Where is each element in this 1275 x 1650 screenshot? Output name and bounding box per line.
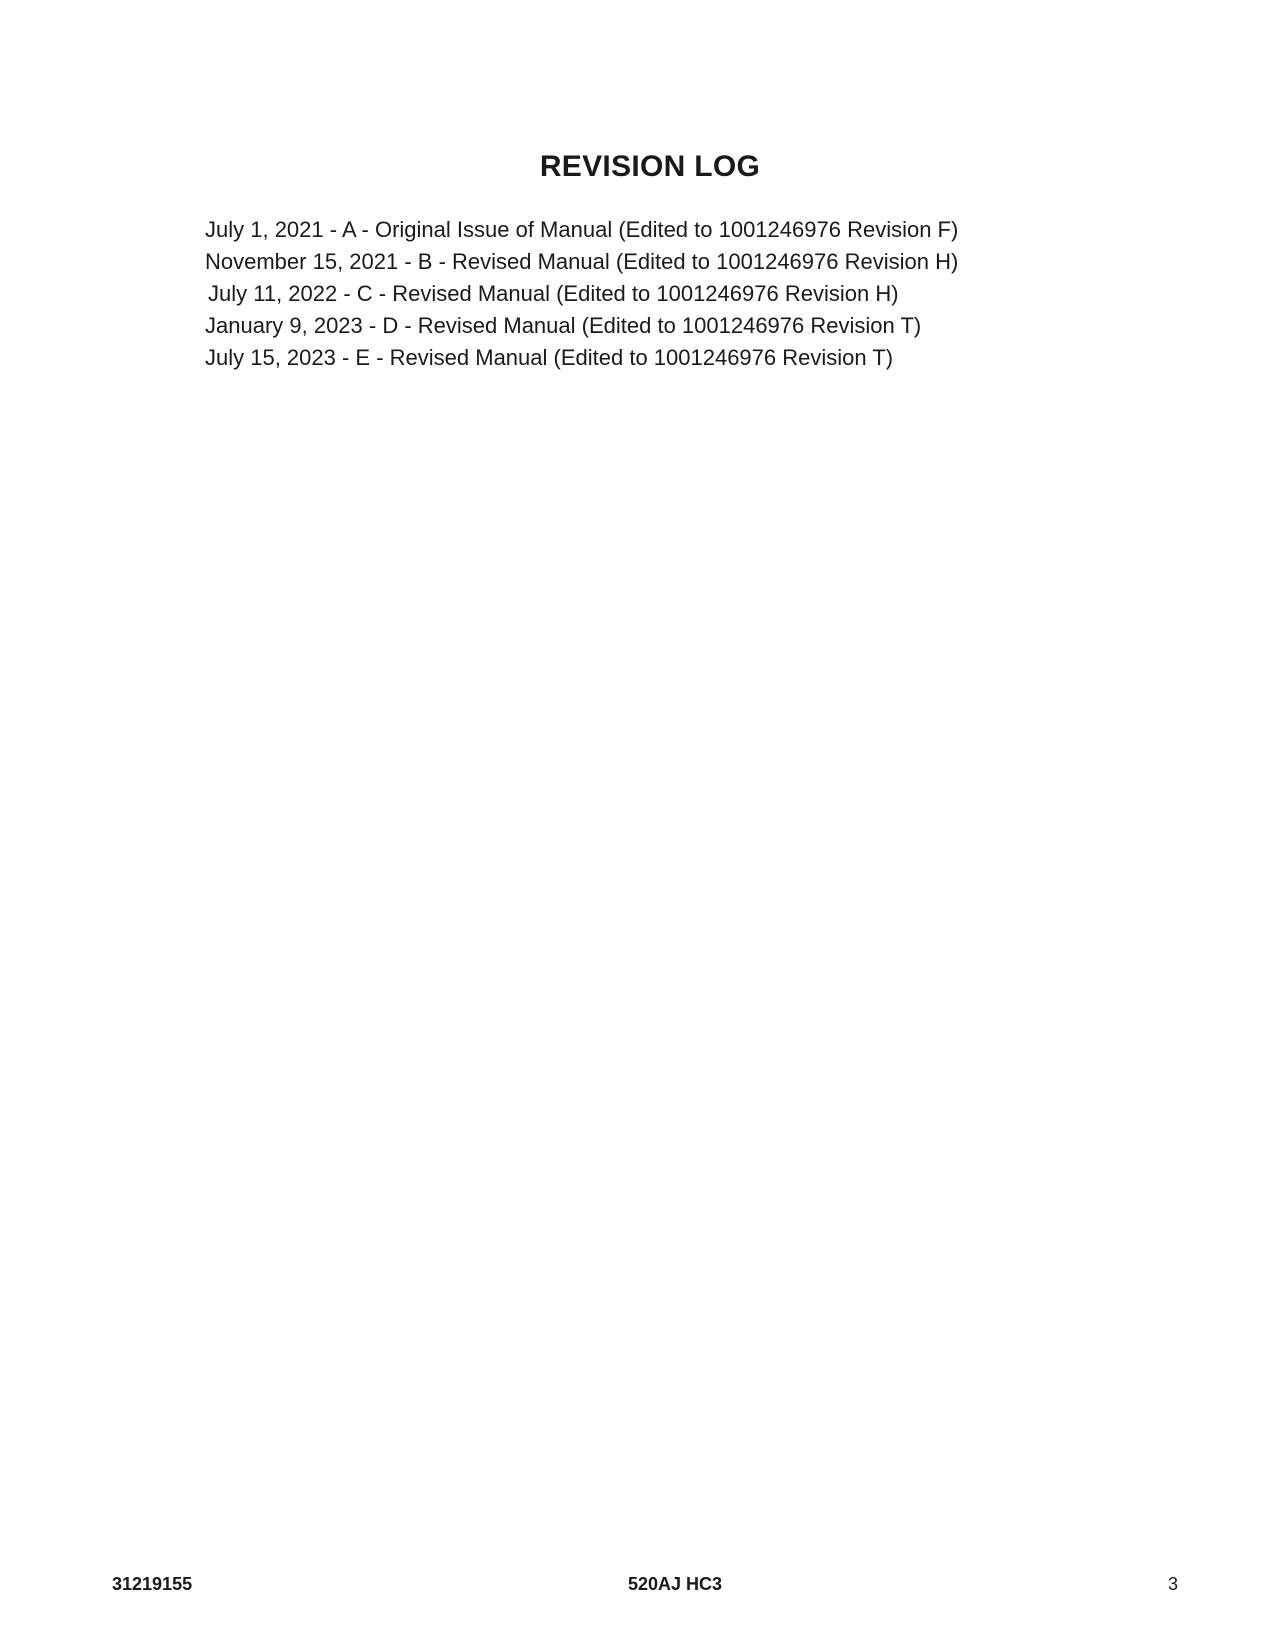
revision-entry: November 15, 2021 - B - Revised Manual (Edited to 1001246976 Revision H) [205,249,959,274]
footer-doc-number: 31219155 [112,1574,193,1594]
revision-entry: January 9, 2023 - D - Revised Manual (Edited to 1001246976 Revision T) [205,313,922,338]
revision-entry: July 1, 2021 - A - Original Issue of Manual (Edited to 1001246976 Revision F) [205,217,959,242]
revision-entry: July 15, 2023 - E - Revised Manual (Edited to 1001246976 Revision T) [205,345,894,370]
footer-model: 520AJ HC3 [627,1574,723,1594]
revision-entry: July 11, 2022 - C - Revised Manual (Edited to 1001246976 Revision H) [208,281,899,306]
revision-list [205,214,958,374]
footer-page-number: 3 [1167,1574,1178,1594]
page-title: REVISION LOG [539,150,761,183]
